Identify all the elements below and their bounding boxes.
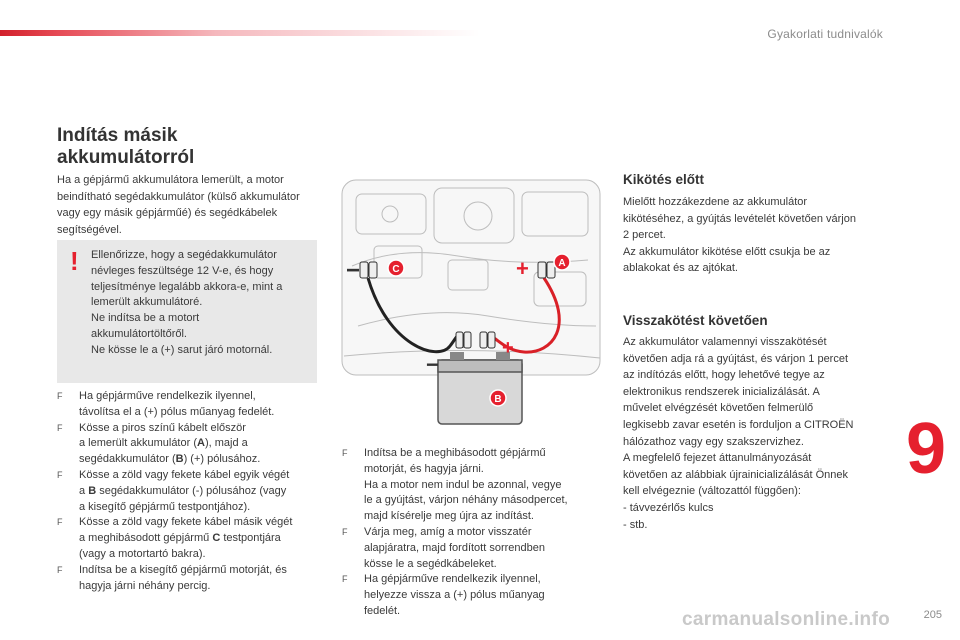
exclamation-icon: ! bbox=[70, 246, 79, 276]
clamp-b-plus-icon bbox=[480, 332, 495, 348]
plus-sign-b: + bbox=[502, 337, 514, 359]
header-accent-bar bbox=[0, 30, 480, 36]
label-b bbox=[490, 390, 506, 406]
svg-text:B: B bbox=[494, 394, 502, 405]
battery-b-icon bbox=[438, 352, 522, 424]
clamp-a-icon bbox=[538, 262, 555, 278]
watermark: carmanualsonline.info bbox=[682, 609, 890, 630]
list-item: F Várja meg, amíg a motor visszatér alapjáratra, majd fordított sorrendben kösse le a segédkábeleket. bbox=[342, 525, 545, 570]
chapter-number: 9 bbox=[905, 409, 946, 489]
bullet-icon: F bbox=[57, 469, 63, 480]
list-item: F Ha gépjárműve rendelkezik ilyennel, távolítsa el a (+) pólus műanyag fedelét. bbox=[57, 390, 275, 418]
list-item: F Kösse a zöld vagy fekete kábel egyik végét a B segédakkumulátor (-) pólusához (vagy a kisegítő gépjármű testpontjához). bbox=[57, 468, 290, 513]
minus-sign-c: − bbox=[346, 257, 361, 284]
bullet-icon: F bbox=[342, 526, 348, 537]
heading-kikotes-elott: Kikötés előtt bbox=[623, 172, 705, 187]
svg-text:C: C bbox=[392, 264, 400, 275]
bullet-icon: F bbox=[57, 422, 63, 433]
warning-text: Ellenőrizze, hogy a segédakkumulátor névleges feszültsége 12 V-e, és hogy teljesítménye legalább akkora-e, mint a lemerült akkumulátoré. Ne indítsa be a motort akkumulátortöltőről. Ne kösse le a (+) sarut járó motornál. bbox=[91, 249, 283, 356]
clamp-c-icon bbox=[360, 262, 377, 278]
list-item: F Kösse a zöld vagy fekete kábel másik végét a meghibásodott gépjármű C testpontjára (vagy a motortartó bakra). bbox=[57, 516, 293, 560]
list-item: F Ha gépjárműve rendelkezik ilyennel, helyezze vissza a (+) pólus műanyag fedelét. bbox=[342, 573, 545, 617]
page-title: Indítás másik akkumulátorról bbox=[57, 125, 195, 168]
section-title: Gyakorlati tudnivalók bbox=[767, 27, 883, 41]
plus-sign-a: + bbox=[516, 256, 529, 281]
intro-paragraph: Ha a gépjármű akkumulátora lemerült, a motor beindítható segédakkumulátor (külső akkumulátor vagy egy másik gépjárműé) és segédkábelek segítségével. bbox=[57, 174, 300, 236]
list-item: F Indítsa be a kisegítő gépjármű motorját, és hagyja járni néhány percig. bbox=[57, 563, 287, 592]
kikotes-paragraph: Mielőtt hozzákezdene az akkumulátor kikötéséhez, a gyújtás levételét követően várjon 2 percet. Az akkumulátor kikötése előtt csukja be az ablakokat és az ajtókat. bbox=[623, 196, 856, 275]
bullet-icon: F bbox=[342, 574, 348, 585]
warning-box bbox=[57, 240, 317, 383]
steps-list-left bbox=[57, 389, 322, 594]
list-item: F Indítsa be a meghibásodott gépjármű motorját, és hagyja járni. Ha a motor nem indul be azonnal, vegye le a gyújtást, várjon néhány másodpercet, majd kísérelje meg újra az indítást. bbox=[342, 447, 568, 523]
bullet-icon: F bbox=[57, 391, 63, 401]
bullet-icon: F bbox=[57, 564, 63, 575]
page-number: 205 bbox=[923, 609, 942, 621]
label-c bbox=[388, 260, 404, 276]
steps-list-middle bbox=[342, 446, 604, 620]
jump-start-diagram bbox=[338, 176, 606, 438]
label-a bbox=[554, 254, 570, 270]
minus-sign-b: − bbox=[426, 352, 439, 377]
bullet-icon: F bbox=[57, 517, 63, 528]
heading-visszakotest-kovetoen: Visszakötést követően bbox=[623, 313, 768, 328]
list-item: F Kösse a piros színű kábelt először a lemerült akkumulátor (A), majd a segédakkumulátor (B) (+) pólusához. bbox=[57, 421, 261, 466]
svg-text:A: A bbox=[558, 258, 566, 269]
visszakotes-paragraph: Az akkumulátor valamennyi visszakötését követően adja rá a gyújtást, és várjon 1 percet az indítózás előtt, hogy lehetővé tegye az elektronikus rendszerek inicializálását. A művelet elvégzését követően felmerülő legkisebb zavar esetén is forduljon a CITROËN hálózathoz vagy egy szakszervizhez. A megfelelő fejezet áttanulmányozását követően az alábbiak újrainicializálását Önnek kell elvégeznie (változattól függően): - távvezérlős kulcs - stb. bbox=[623, 336, 854, 531]
clamp-b-minus-icon bbox=[456, 332, 471, 348]
bullet-icon: F bbox=[342, 448, 348, 458]
